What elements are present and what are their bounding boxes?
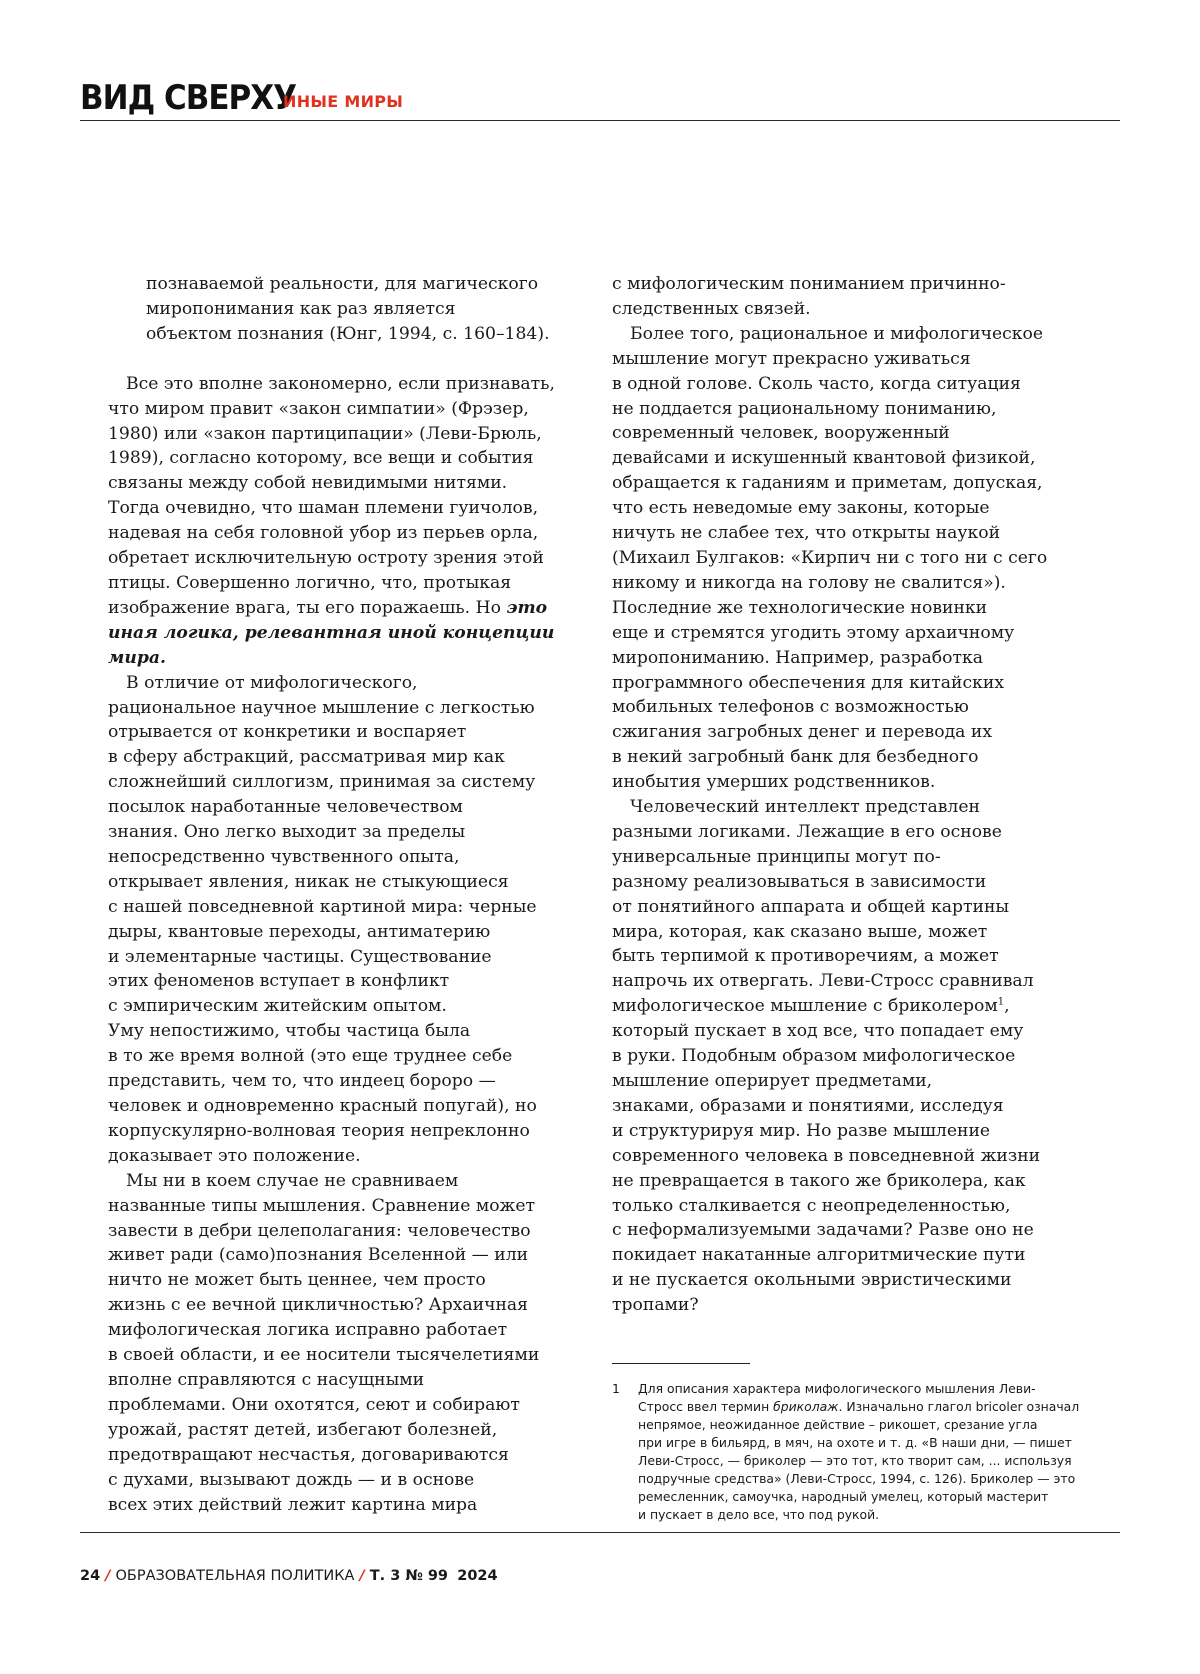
emphasis-text: мира. xyxy=(108,646,593,671)
text-line: Последние же технологические новинки xyxy=(612,596,1094,621)
text-line: миропонимания как раз является xyxy=(108,297,593,322)
text-line: современного человека в повседневной жизни xyxy=(612,1144,1094,1169)
text-line: отрывается от конкретики и воспаряет xyxy=(108,720,593,745)
text-line: в то же время волной (это еще труднее себе xyxy=(108,1044,593,1069)
text-line: урожай, растят детей, избегают болезней, xyxy=(108,1418,593,1443)
text-line: непосредственно чувственного опыта, xyxy=(108,845,593,870)
text-line: Более того, рациональное и мифологическое xyxy=(612,322,1094,347)
text-line: следственных связей. xyxy=(612,297,1094,322)
text-line: и пускает в дело все, что под рукой. xyxy=(638,1506,1079,1524)
paragraph-1-last-line: изображение врага, ты его поражаешь. Но это xyxy=(108,596,593,621)
text-line: проблемами. Они охотятся, сеют и собирают xyxy=(108,1393,593,1418)
text-line: мира, которая, как сказано выше, может xyxy=(612,920,1094,945)
page-header xyxy=(80,80,1120,121)
text-line: мышление могут прекрасно уживаться xyxy=(612,347,1094,372)
text-line: в некий загробный банк для безбедного xyxy=(612,745,1094,770)
text-line: живет ради (само)познания Вселенной — или xyxy=(108,1243,593,1268)
footer-separator: / xyxy=(105,1568,110,1584)
page-number: 24 xyxy=(80,1568,100,1584)
text-line: ремесленник, самоучка, народный умелец, который мастерит xyxy=(638,1488,1079,1506)
text-line: Тогда очевидно, что шаман племени гуичолов, xyxy=(108,496,593,521)
text-line: ничто не может быть ценнее, чем просто xyxy=(108,1268,593,1293)
text-line: доказывает это положение. xyxy=(108,1144,593,1169)
text-line: и не пускается окольными эвристическими xyxy=(612,1268,1094,1293)
text-line: с эмпирическим житейским опытом. xyxy=(108,994,593,1019)
text-line: ничуть не слабее тех, что открыты наукой xyxy=(612,521,1094,546)
text-line: при игре в бильярд, в мяч, на охоте и т. д. «В наши дни, — пишет xyxy=(638,1434,1079,1452)
text-line: только сталкивается с неопределенностью, xyxy=(612,1194,1094,1219)
footnote-divider xyxy=(612,1363,750,1364)
text-line: сложнейший силлогизм, принимая за систему xyxy=(108,770,593,795)
text-line: еще и стремятся угодить этому архаичному xyxy=(612,621,1094,646)
footer-separator: / xyxy=(359,1568,364,1584)
block-quote xyxy=(108,272,593,347)
text-line: названные типы мышления. Сравнение может xyxy=(108,1194,593,1219)
text-line: связаны между собой невидимыми нитями. xyxy=(108,471,593,496)
text-line: 1989), согласно которому, все вещи и события xyxy=(108,446,593,471)
text-line: который пускает в ход все, что попадает ему xyxy=(612,1019,1094,1044)
text-line: обращается к гаданиям и приметам, допуская, xyxy=(612,471,1094,496)
text-line: (Михаил Булгаков: «Кирпич ни с того ни с сего xyxy=(612,546,1094,571)
text-line: представить, чем то, что индеец бороро — xyxy=(108,1069,593,1094)
text-line: универсальные принципы могут по- xyxy=(612,845,1094,870)
issue-year: 2024 xyxy=(457,1568,497,1584)
text-line: сжигания загробных денег и перевода их xyxy=(612,720,1094,745)
text-line: человек и одновременно красный попугай), но xyxy=(108,1094,593,1119)
text-line: предотвращают несчастья, договариваются xyxy=(108,1443,593,1468)
footnote-text: Для описания характера мифологического мышления Леви- Стросс ввел термин бриколаж. Изначально глагол bricoler означал непрямое, неожиданное действие – рикошет, срезание угла при игре в бильярд, в мяч, на охоте и т. д. «В наши дни, — пишет Леви-Стросс, — бриколер — это тот, кто творит сам, ... используя подручные средства» (Леви-Стросс, 1994, с. 126). Бриколер — это ремесленник, самоучка, народный умелец, который мастерит и пускает в дело все, что под рукой. xyxy=(638,1380,1079,1524)
paragraph-4 xyxy=(612,322,1094,795)
text-line: разными логиками. Лежащие в его основе xyxy=(612,820,1094,845)
text-line: подручные средства» (Леви-Стросс, 1994, с. 126). Бриколер — это xyxy=(638,1470,1079,1488)
text-line: в одной голове. Сколь часто, когда ситуация xyxy=(612,372,1094,397)
text-line: с духами, вызывают дождь — и в основе xyxy=(108,1468,593,1493)
text-line: посылок наработанные человечеством xyxy=(108,795,593,820)
text-line: Мы ни в коем случае не сравниваем xyxy=(108,1169,593,1194)
text-line: жизнь с ее вечной цикличностью? Архаичная xyxy=(108,1293,593,1318)
text-line: 1980) или «закон партиципации» (Леви-Брюль, xyxy=(108,422,593,447)
text-line: тропами? xyxy=(612,1293,1094,1318)
term-emphasis: бриколаж xyxy=(773,1399,838,1414)
text-line: знания. Оно легко выходит за пределы xyxy=(108,820,593,845)
text-line: познаваемой реальности, для магического xyxy=(108,272,593,297)
text-line: Человеческий интеллект представлен xyxy=(612,795,1094,820)
text-line: напрочь их отвергать. Леви-Стросс сравнивал xyxy=(612,969,1094,994)
text-line: знаками, образами и понятиями, исследуя xyxy=(612,1094,1094,1119)
text-line: программного обеспечения для китайских xyxy=(612,671,1094,696)
text-line: этих феноменов вступает в конфликт xyxy=(108,969,593,994)
text-line: с мифологическим пониманием причинно- xyxy=(612,272,1094,297)
text-line: инобытия умерших родственников. xyxy=(612,770,1094,795)
paragraph-1 xyxy=(108,372,593,671)
issue-number: Т. 3 № 99 xyxy=(370,1568,448,1584)
text-line: не превращается в такого же бриколера, как xyxy=(612,1169,1094,1194)
paragraph-3 xyxy=(108,1169,593,1518)
paragraph-2 xyxy=(108,671,593,1169)
subsection-title: ИНЫЕ МИРЫ xyxy=(283,92,403,111)
footnote-reference[interactable]: 1 xyxy=(998,997,1004,1008)
text-line: мышление оперирует предметами, xyxy=(612,1069,1094,1094)
text-line: всех этих действий лежит картина мира xyxy=(108,1493,593,1518)
text-line: и элементарные частицы. Существование xyxy=(108,945,593,970)
text-line: Леви-Стросс, — бриколер — это тот, кто творит сам, ... используя xyxy=(638,1452,1079,1470)
text-line: и структурируя мир. Но разве мышление xyxy=(612,1119,1094,1144)
text-line: девайсами и искушенный квантовой физикой, xyxy=(612,446,1094,471)
journal-name: ОБРАЗОВАТЕЛЬНАЯ ПОЛИТИКА xyxy=(115,1568,354,1584)
text-line: разному реализовываться в зависимости xyxy=(612,870,1094,895)
text-line: объектом познания (Юнг, 1994, с. 160–184). xyxy=(108,322,593,347)
text-line: завести в дебри целеполагания: человечество xyxy=(108,1219,593,1244)
text-line: что есть неведомые ему законы, которые xyxy=(612,496,1094,521)
text-line: с нашей повседневной картиной мира: черные xyxy=(108,895,593,920)
emphasis-text: иная логика, релевантная иной концепции xyxy=(108,621,593,646)
bricoleur-line: мифологическое мышление с бриколером1, xyxy=(612,994,1094,1019)
text-line: в руки. Подобным образом мифологическое xyxy=(612,1044,1094,1069)
text-line: никому и никогда на голову не свалится»). xyxy=(612,571,1094,596)
text-line: в сферу абстракций, рассматривая мир как xyxy=(108,745,593,770)
text-line: В отличие от мифологического, xyxy=(108,671,593,696)
text-line: Все это вполне закономерно, если признавать, xyxy=(108,372,593,397)
text-line: обретает исключительную остроту зрения этой xyxy=(108,546,593,571)
paragraph-5 xyxy=(612,795,1094,1318)
text-line: покидает накатанные алгоритмические пути xyxy=(612,1243,1094,1268)
text-line: дыры, квантовые переходы, антиматерию xyxy=(108,920,593,945)
text-line: вполне справляются с насущными xyxy=(108,1368,593,1393)
text-line: что миром правит «закон симпатии» (Фрэзер, xyxy=(108,397,593,422)
text-line: не поддается рациональному пониманию, xyxy=(612,397,1094,422)
right-column xyxy=(612,272,1094,1318)
text-line: надевая на себя головной убор из перьев орла, xyxy=(108,521,593,546)
text-line: рациональное научное мышление с легкостью xyxy=(108,696,593,721)
section-title: ВИД СВЕРХУ xyxy=(80,79,296,118)
footnote-number: 1 xyxy=(612,1380,620,1398)
text-line: миропониманию. Например, разработка xyxy=(612,646,1094,671)
text-line: открывает явления, никак не стыкующиеся xyxy=(108,870,593,895)
text-line: в своей области, и ее носители тысячелетиями xyxy=(108,1343,593,1368)
text-line: непрямое, неожиданное действие – рикошет, срезание угла xyxy=(638,1416,1079,1434)
emphasis-text: это xyxy=(506,598,547,618)
paragraph-continued xyxy=(612,272,1094,322)
text-line: птицы. Совершенно логично, что, протыкая xyxy=(108,571,593,596)
text-line: мифологическая логика исправно работает xyxy=(108,1318,593,1343)
page-footer xyxy=(80,1566,498,1586)
left-column xyxy=(108,272,593,1517)
text-line: от понятийного аппарата и общей картины xyxy=(612,895,1094,920)
footer-divider xyxy=(80,1532,1120,1533)
text-line: корпускулярно-волновая теория непреклонно xyxy=(108,1119,593,1144)
text-line: мобильных телефонов с возможностью xyxy=(612,695,1094,720)
text-line: современный человек, вооруженный xyxy=(612,421,1094,446)
text-line: Уму непостижимо, чтобы частица была xyxy=(108,1019,593,1044)
text-line: быть терпимой к противоречиям, а может xyxy=(612,944,1094,969)
text-line: с неформализуемыми задачами? Разве оно не xyxy=(612,1218,1094,1243)
